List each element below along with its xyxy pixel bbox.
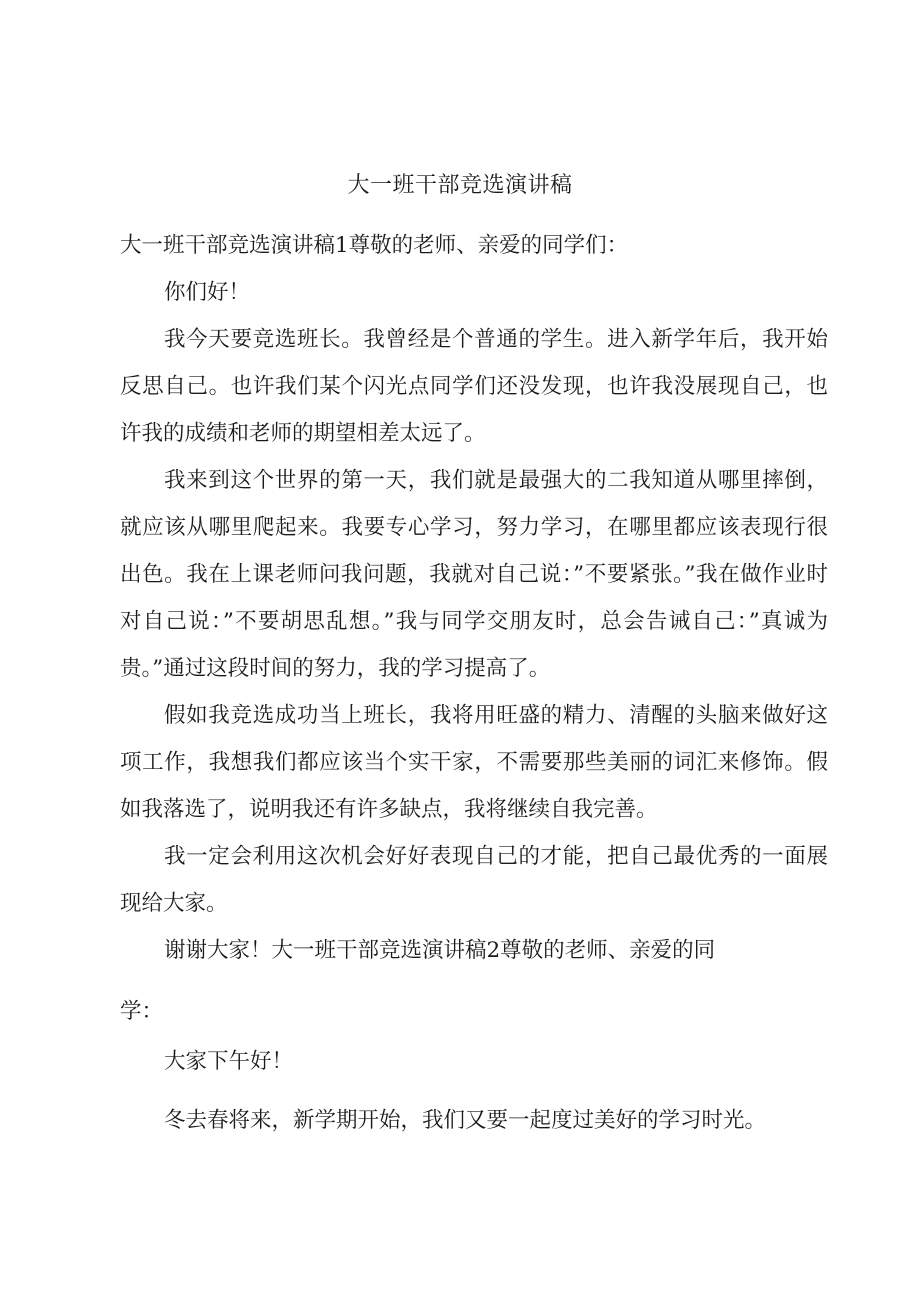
paragraph-reflection: 我今天要竞选班长。我曾经是个普通的学生。进入新学年后，我开始反思自己。也许我们某个闪光点同学们还没发现，也许我没展现自己，也许我的成绩和老师的期望相差太远了。: [120, 327, 828, 446]
paragraph-new-semester: 冬去春将来，新学期开始，我们又要一起度过美好的学习时光。: [164, 1108, 767, 1133]
paragraph-opportunity: 我一定会利用这次机会好好表现自己的才能，把自己最优秀的一面展现给大家。: [120, 844, 828, 916]
document-title: 大一班干部竞选演讲稿: [347, 173, 573, 198]
paragraph-classmates: 学：: [120, 999, 164, 1024]
paragraph-opening: 大一班干部竞选演讲稿1尊敬的老师、亲爱的同学们：: [120, 233, 629, 258]
paragraph-promise: 假如我竞选成功当上班长，我将用旺盛的精力、清醒的头脑来做好这项工作，我想我们都应该当个实干家，不需要那些美丽的词汇来修饰。假如我落选了，说明我还有许多缺点，我将继续自我完善。: [120, 703, 828, 822]
paragraph-effort: 我来到这个世界的第一天，我们就是最强大的二我知道从哪里摔倒，就应该从哪里爬起来。我要专心学习，努力学习，在哪里都应该表现行很出色。我在上课老师问我问题，我就对自己说：”不要紧张。”我在做作业时对自己说：”不要胡思乱想。”我与同学交朋友时，总会告诫自己：”真诚为贵。”通过这段时间的努力，我的学习提高了。: [120, 468, 828, 681]
paragraph-greeting: 你们好！: [164, 280, 251, 305]
paragraph-thanks: 谢谢大家！大一班干部竞选演讲稿2尊敬的老师、亲爱的同: [164, 938, 716, 963]
paragraph-afternoon-greeting: 大家下午好！: [164, 1049, 294, 1074]
